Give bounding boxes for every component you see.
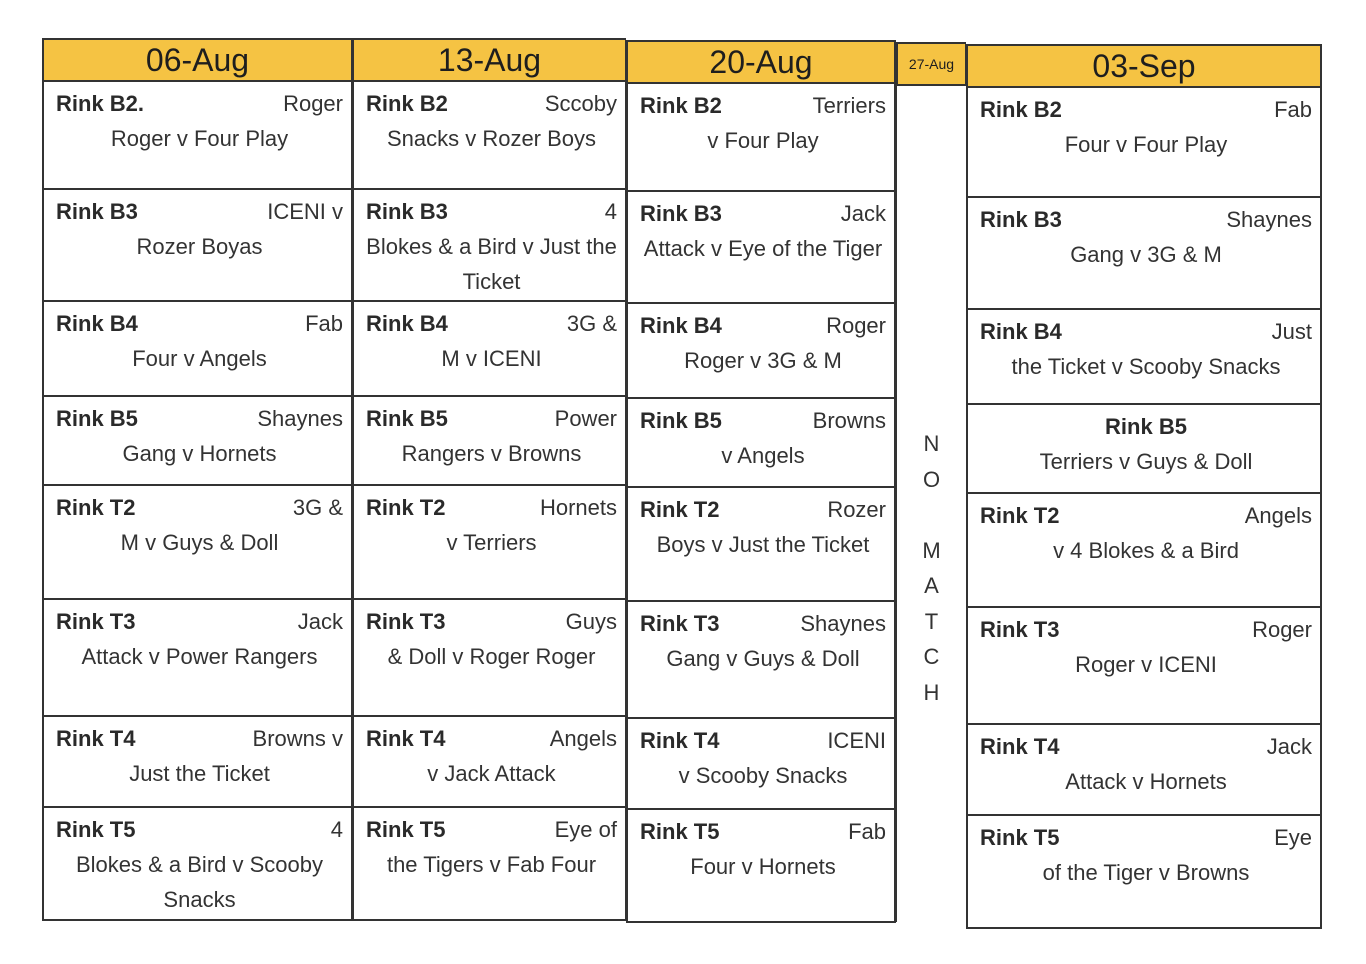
match-line: Rangers v Browns xyxy=(401,441,582,466)
no-match-letter: N xyxy=(923,431,940,456)
match-line: v 4 Blokes & a Bird xyxy=(1053,538,1239,563)
team-text: Fab xyxy=(1274,97,1312,122)
team-text: Browns v xyxy=(252,726,343,751)
fixture-header-line xyxy=(640,403,886,438)
team-text: Eye xyxy=(1274,825,1312,850)
match-line: Roger v Four Play xyxy=(110,126,289,151)
team-text: 3G & xyxy=(566,311,617,336)
fixture-cell xyxy=(352,82,626,190)
team-text: Jack xyxy=(1266,734,1312,759)
team-text: Eye of xyxy=(554,817,617,842)
fixture-header-line xyxy=(56,194,343,229)
match-line: & Doll v Roger Roger xyxy=(387,644,596,669)
fixture-cell xyxy=(966,405,1322,494)
fixture-header-line xyxy=(366,490,617,525)
rink-label: Rink T4 xyxy=(640,728,720,753)
fixture-cell xyxy=(966,816,1322,929)
fixture-cell xyxy=(42,302,352,397)
fixture-cell xyxy=(42,717,352,808)
column-03-sep xyxy=(966,44,1322,929)
rink-label: Rink B2. xyxy=(56,91,145,116)
fixture-cell xyxy=(966,88,1322,198)
fixture-cell xyxy=(352,717,626,808)
date-header: 06-Aug xyxy=(42,38,352,82)
team-text: Guys xyxy=(565,609,617,634)
match-line: the Tigers v Fab Four xyxy=(386,852,597,877)
fixture-header-line xyxy=(366,306,617,341)
rink-label: Rink T3 xyxy=(980,617,1060,642)
team-text: ICENI xyxy=(827,728,886,753)
fixture-cell xyxy=(626,602,896,719)
team-text: Terriers xyxy=(812,93,886,118)
match-line: Snacks xyxy=(163,887,236,912)
fixture-cell xyxy=(966,725,1322,816)
fixture-cell xyxy=(626,304,896,399)
fixture-cell xyxy=(352,600,626,717)
fixture-header-line xyxy=(980,314,1312,349)
fixture-header-line xyxy=(56,604,343,639)
match-line: M v Guys & Doll xyxy=(120,530,279,555)
rink-label: Rink T2 xyxy=(366,495,446,520)
fixture-header-line xyxy=(56,490,343,525)
no-match-letter: C xyxy=(923,644,940,669)
fixture-cell xyxy=(352,486,626,600)
fixture-header-line xyxy=(366,86,617,121)
team-text: Angels xyxy=(1244,503,1312,528)
fixture-cell xyxy=(966,198,1322,310)
fixture-header-line xyxy=(366,401,617,436)
match-line: Boys v Just the Ticket xyxy=(656,532,870,557)
date-header: 13-Aug xyxy=(352,38,626,82)
column-27-aug xyxy=(896,38,966,922)
rink-label: Rink B4 xyxy=(366,311,448,336)
match-line: v Terriers xyxy=(446,530,537,555)
rink-label: Rink T5 xyxy=(56,817,136,842)
no-match-band xyxy=(896,86,966,922)
rink-label: Rink B5 xyxy=(366,406,448,431)
column-13-aug xyxy=(352,38,626,921)
team-text: Jack xyxy=(840,201,886,226)
date-header: 20-Aug xyxy=(626,40,896,84)
team-text: Roger xyxy=(826,313,886,338)
team-text: Shaynes xyxy=(257,406,343,431)
team-text: Jack xyxy=(297,609,343,634)
match-line: the Ticket v Scooby Snacks xyxy=(1011,354,1281,379)
column-06-aug xyxy=(42,38,352,921)
match-line: of the Tiger v Browns xyxy=(1042,860,1250,885)
team-text: Shaynes xyxy=(1226,207,1312,232)
rink-label: Rink B5 xyxy=(56,406,138,431)
rink-label: Rink T2 xyxy=(56,495,136,520)
fixture-cell xyxy=(352,808,626,921)
rink-label: Rink B2 xyxy=(640,93,722,118)
match-line: v Jack Attack xyxy=(427,761,556,786)
no-match-letter: O xyxy=(922,466,941,492)
fixture-cell xyxy=(626,810,896,923)
team-text: Browns xyxy=(812,408,886,433)
rink-label: Rink T2 xyxy=(640,497,720,522)
fixture-header-line xyxy=(980,202,1312,237)
rink-label: Rink T3 xyxy=(640,611,720,636)
fixture-header-line xyxy=(56,401,343,436)
fixture-header-line xyxy=(56,812,343,847)
date-header: 27-Aug xyxy=(896,42,966,86)
match-line: Just the Ticket xyxy=(129,761,270,786)
fixture-cell xyxy=(42,486,352,600)
fixture-cell xyxy=(352,190,626,302)
match-line: Ticket xyxy=(462,269,521,294)
fixture-header-line xyxy=(366,604,617,639)
fixture-cell xyxy=(626,719,896,810)
team-text: ICENI v xyxy=(267,199,343,224)
team-text: Roger xyxy=(1252,617,1312,642)
team-text: Sccoby xyxy=(544,91,617,116)
rink-label: Rink B2 xyxy=(366,91,448,116)
no-match-letter: T xyxy=(924,608,939,634)
fixture-cell xyxy=(42,397,352,486)
rink-label: Rink T3 xyxy=(56,609,136,634)
fixture-header-line xyxy=(980,612,1312,647)
fixture-cell xyxy=(42,190,352,302)
no-match-letter: A xyxy=(924,573,939,598)
fixture-header-line xyxy=(366,194,617,229)
match-line: Four v Four Play xyxy=(1064,132,1228,157)
fixture-header-line xyxy=(980,729,1312,764)
fixture-cell xyxy=(352,302,626,397)
rink-label: Rink B4 xyxy=(56,311,138,336)
fixture-header-line xyxy=(366,721,617,756)
fixture-cell xyxy=(626,192,896,304)
fixture-cell xyxy=(626,84,896,192)
team-text: Fab xyxy=(305,311,343,336)
rink-label: Rink B5 xyxy=(1105,414,1187,439)
rink-label: Rink B3 xyxy=(640,201,722,226)
match-line: Roger v ICENI xyxy=(1075,652,1217,677)
match-line: Four v Angels xyxy=(132,346,267,371)
rink-label: Rink T4 xyxy=(366,726,446,751)
fixture-header-line xyxy=(56,86,343,121)
match-line: M v ICENI xyxy=(441,346,542,371)
fixture-header-line xyxy=(56,721,343,756)
team-text: Shaynes xyxy=(800,611,886,636)
match-line: Attack v Power Rangers xyxy=(81,644,318,669)
fixture-header-line xyxy=(980,92,1312,127)
match-line: Four v Hornets xyxy=(690,854,836,879)
no-match-letter: H xyxy=(923,679,940,705)
rink-label: Rink B3 xyxy=(56,199,138,224)
rink-label: Rink T4 xyxy=(56,726,136,751)
rink-label: Rink B4 xyxy=(980,319,1062,344)
rink-label: Rink T2 xyxy=(980,503,1060,528)
no-match-text xyxy=(897,426,966,710)
rink-label: Rink B5 xyxy=(640,408,722,433)
team-text: 4 xyxy=(330,817,343,842)
team-text: Just xyxy=(1271,319,1312,344)
fixture-schedule xyxy=(42,38,1322,929)
match-line: Attack v Eye of the Tiger xyxy=(643,236,883,261)
fixture-cell xyxy=(352,397,626,486)
rink-label: Rink B3 xyxy=(366,199,448,224)
fixture-header-line xyxy=(980,820,1312,855)
fixture-cell xyxy=(966,494,1322,608)
date-header: 03-Sep xyxy=(966,44,1322,88)
fixture-cell xyxy=(42,600,352,717)
no-match-letter: M xyxy=(922,537,941,563)
rink-label: Rink T5 xyxy=(640,819,720,844)
fixture-header-line xyxy=(980,409,1312,444)
team-text: Roger xyxy=(283,91,343,116)
fixture-header-line xyxy=(640,814,886,849)
match-line: Blokes & a Bird v Just the xyxy=(366,234,617,259)
match-line: v Scooby Snacks xyxy=(678,763,848,788)
team-text: Hornets xyxy=(539,495,617,520)
rink-label: Rink T4 xyxy=(980,734,1060,759)
fixture-header-line xyxy=(980,498,1312,533)
rink-label: Rink B4 xyxy=(640,313,722,338)
no-match-letter xyxy=(897,497,966,533)
fixture-cell xyxy=(42,808,352,921)
fixture-cell xyxy=(626,488,896,602)
rink-label: Rink B2 xyxy=(980,97,1062,122)
fixture-cell xyxy=(966,608,1322,725)
match-line: Gang v 3G & M xyxy=(1070,242,1222,267)
column-20-aug xyxy=(626,40,896,923)
match-line: Snacks v Rozer Boys xyxy=(386,126,597,151)
team-text: 4 xyxy=(604,199,617,224)
fixture-cell xyxy=(42,82,352,190)
match-line: Attack v Hornets xyxy=(1065,769,1227,794)
match-line: Terriers v Guys & Doll xyxy=(1039,449,1253,474)
match-line: v Angels xyxy=(721,443,805,468)
match-line: Rozer Boyas xyxy=(136,234,263,259)
team-text: Power xyxy=(554,406,617,431)
rink-label: Rink T5 xyxy=(980,825,1060,850)
fixture-header-line xyxy=(640,492,886,527)
rink-label: Rink T5 xyxy=(366,817,446,842)
match-line: Roger v 3G & M xyxy=(684,348,842,373)
fixture-header-line xyxy=(640,88,886,123)
fixture-header-line xyxy=(640,606,886,641)
match-line: Gang v Hornets xyxy=(122,441,277,466)
fixture-cell xyxy=(966,310,1322,405)
fixture-header-line xyxy=(366,812,617,847)
team-text: 3G & xyxy=(292,495,343,520)
match-line: Blokes & a Bird v Scooby xyxy=(75,852,323,877)
fixture-header-line xyxy=(640,196,886,231)
fixture-header-line xyxy=(640,308,886,343)
rink-label: Rink B3 xyxy=(980,207,1062,232)
match-line: Gang v Guys & Doll xyxy=(666,646,860,671)
match-line: v Four Play xyxy=(707,128,819,153)
team-text: Rozer xyxy=(827,497,886,522)
rink-label: Rink T3 xyxy=(366,609,446,634)
fixture-header-line xyxy=(56,306,343,341)
fixture-cell xyxy=(626,399,896,488)
team-text: Fab xyxy=(848,819,886,844)
team-text: Angels xyxy=(549,726,617,751)
fixture-header-line xyxy=(640,723,886,758)
